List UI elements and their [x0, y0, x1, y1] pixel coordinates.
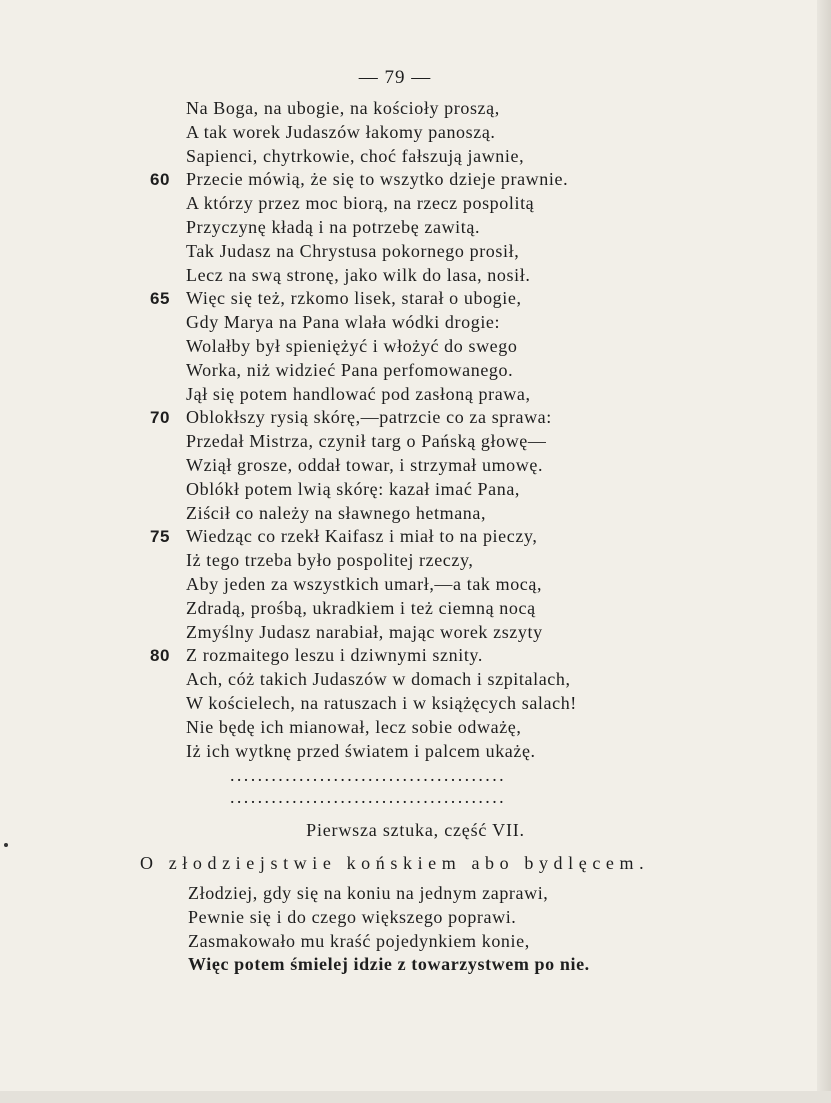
verse-line: Złodziej, gdy się na koniu na jednym zaprawi, — [188, 883, 549, 903]
page-number: — 79 — — [358, 67, 432, 88]
verse-text: Przyczynę kładą i na potrzebę zawitą. — [186, 216, 481, 237]
page-bottom-edge — [0, 1091, 831, 1103]
line-number: 80 — [150, 646, 171, 666]
verse-line — [0, 621, 831, 645]
verse-text: A tak worek Judaszów łakomy panoszą. — [186, 121, 496, 142]
verse-line — [0, 287, 831, 311]
verse-text: Tak Judasz na Chrystusa pokornego prosił, — [186, 240, 520, 261]
verse-line — [0, 525, 831, 549]
verse-line — [0, 240, 831, 264]
verse-text: Przecie mówią, że się to wszytko dzieje prawnie. — [186, 169, 569, 190]
line-number: 65 — [150, 289, 171, 309]
verse-line — [0, 311, 831, 335]
line-number: 60 — [150, 170, 171, 190]
verse-line: Zasmakowało mu kraść pojedynkiem konie, — [188, 930, 530, 951]
line-number: 70 — [150, 408, 171, 428]
verse-text: Wiedząc co rzekł Kaifasz i miał to na pieczy, — [186, 526, 538, 547]
verse-line — [0, 264, 831, 288]
verse-line — [0, 430, 831, 454]
ellipsis-divider: ........................................ — [230, 766, 506, 784]
verse-line — [0, 454, 831, 478]
verse-text: Jął się potem handlować pod zasłoną prawa, — [186, 383, 531, 404]
line-number: 75 — [150, 527, 171, 547]
verse-text: Worka, niż widzieć Pana perfomowanego. — [186, 359, 514, 380]
verse-line — [0, 668, 831, 692]
verse-text: Gdy Marya na Pana wlała wódki drogie: — [186, 312, 501, 333]
verse-line — [0, 359, 831, 383]
ellipsis-divider: ........................................ — [230, 788, 506, 806]
verse-line — [0, 597, 831, 621]
verse-line — [0, 335, 831, 359]
verse-text: W kościelech, na ratuszach i w książęcych salach! — [186, 692, 577, 713]
verse-line: Pewnie się i do czego większego poprawi. — [188, 906, 517, 927]
verse-line — [0, 644, 831, 668]
verse-text: Nie będę ich mianował, lecz sobie odważę, — [186, 716, 522, 737]
verse-text: Przedał Mistrza, czynił targ o Pańską głowę— — [186, 431, 547, 452]
verse-text: Ziścił co należy na sławnego hetmana, — [186, 502, 487, 523]
verse-line — [0, 573, 831, 597]
verse-text: Sapienci, chytrkowie, choć fałszują jawnie, — [186, 145, 525, 166]
verse-line — [0, 121, 831, 145]
verse-text: A którzy przez moc biorą, na rzecz pospolitą — [186, 193, 535, 214]
verse-line — [0, 97, 831, 121]
verse-text: Ach, cóż takich Judaszów w domach i szpitalach, — [186, 669, 571, 690]
verse-text: Więc się też, rzkomo lisek, starał o ubogie, — [186, 288, 522, 309]
verse-text: Iż tego trzeba było pospolitej rzeczy, — [186, 550, 474, 571]
verse-text: Z rozmaitego leszu i dziwnymi sznity. — [186, 645, 483, 666]
verse-line — [0, 406, 831, 430]
verse-line — [0, 145, 831, 169]
verse-text: Oblokłszy rysią skórę,—patrzcie co za sprawa: — [186, 407, 552, 428]
verse-text: Aby jeden za wszystkich umarł,—a tak mocą, — [186, 573, 543, 594]
verse-line — [0, 692, 831, 716]
verse-line — [0, 383, 831, 407]
verse-text: Wziął grosze, oddał towar, i strzymał umowę. — [186, 454, 544, 475]
verse-line — [0, 502, 831, 526]
margin-mark — [4, 843, 8, 847]
verse-line — [0, 192, 831, 216]
verse-text: Iż ich wytknę przed światem i palcem ukażę. — [186, 740, 536, 761]
verse-line — [0, 216, 831, 240]
chapter-heading: O złodziejstwie końskiem abo bydlęcem. — [140, 853, 650, 873]
verse-text: Zdradą, prośbą, ukradkiem i też ciemną nocą — [186, 597, 536, 618]
section-title: Pierwsza sztuka, część VII. — [306, 820, 525, 840]
verse-text: Wolałby był spieniężyć i włożyć do swego — [186, 335, 518, 356]
verse-text: Zmyślny Judasz narabiał, mając worek zszyty — [186, 621, 543, 642]
verse-text: Na Boga, na ubogie, na kościoły proszą, — [186, 98, 500, 118]
verse-text: Oblókł potem lwią skórę: kazał imać Pana, — [186, 478, 521, 499]
second-stanza — [0, 882, 831, 977]
verse-line — [0, 168, 831, 192]
verse-line — [0, 740, 831, 764]
verse-line — [0, 549, 831, 573]
verse-line — [0, 716, 831, 740]
verse-line: Więc potem śmielej idzie z towarzystwem po nie. — [188, 954, 590, 975]
verse-text: Lecz na swą stronę, jako wilk do lasa, nosił. — [186, 264, 531, 285]
verse-line — [0, 478, 831, 502]
poem-block — [0, 97, 831, 763]
